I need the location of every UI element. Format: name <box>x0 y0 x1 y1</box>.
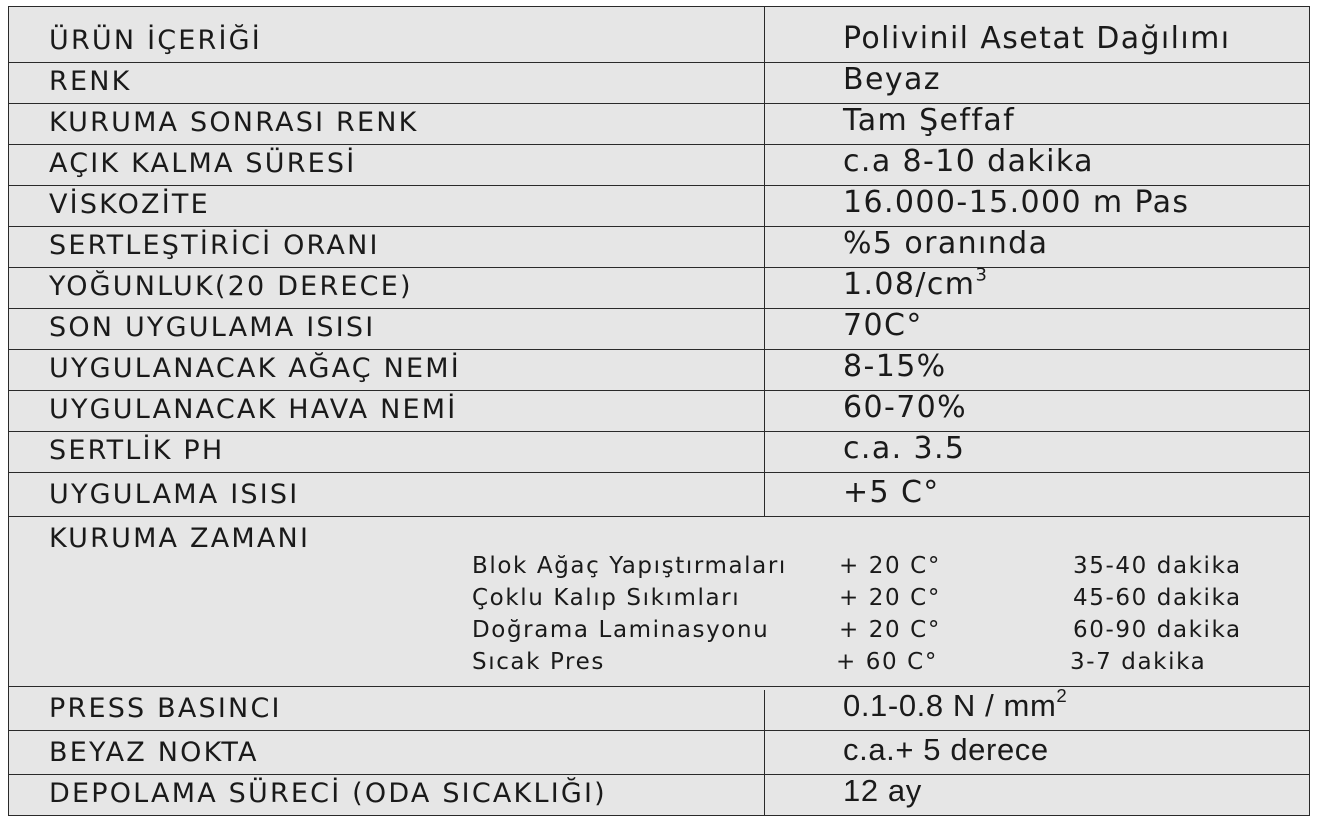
spec-value: %5 oranında <box>843 226 1049 261</box>
drying-duration: 3-7 dakika <box>1070 649 1207 675</box>
drying-duration: 35-40 dakika <box>1073 553 1242 579</box>
column-divider <box>764 145 765 185</box>
spec-label: SERTLEŞTİRİCİ ORANI <box>49 230 380 261</box>
spec-value <box>843 685 1068 724</box>
spec-row-color-after-drying <box>9 104 1309 145</box>
spec-value: 70C° <box>843 308 923 343</box>
column-divider <box>764 731 765 774</box>
value-superscript: 3 <box>975 264 989 286</box>
drying-temperature: + 60 C° <box>836 649 938 675</box>
spec-label: PRESS BASINCI <box>49 693 282 724</box>
drying-application: Blok Ağaç Yapıştırmaları <box>472 553 787 579</box>
column-divider <box>764 775 765 815</box>
spec-sheet <box>8 6 1310 816</box>
spec-label: YOĞUNLUK(20 DERECE) <box>49 271 413 302</box>
drying-application: Doğrama Laminasyonu <box>472 617 770 643</box>
column-divider <box>764 104 765 144</box>
spec-row-density <box>9 264 1309 309</box>
column-divider <box>764 309 765 349</box>
spec-label: KURUMA ZAMANI <box>49 523 311 554</box>
column-divider <box>764 7 765 62</box>
drying-duration: 60-90 dakika <box>1073 617 1242 643</box>
spec-label: DEPOLAMA SÜRECİ (ODA SICAKLIĞI) <box>49 778 607 809</box>
spec-label: BEYAZ NOKTA <box>49 737 259 768</box>
drying-temperature: + 20 C° <box>839 553 941 579</box>
spec-row-product-content <box>9 7 1309 63</box>
drying-application: Çoklu Kalıp Sıkımları <box>472 585 741 611</box>
spec-row-final-application-temp <box>9 309 1309 350</box>
spec-value: Beyaz <box>843 62 941 97</box>
spec-row-open-time <box>9 145 1309 186</box>
spec-row-air-humidity <box>9 391 1309 432</box>
spec-label: RENK <box>49 66 132 97</box>
value-text: 1.08/cm <box>843 267 976 302</box>
spec-value: 8-15% <box>843 349 947 384</box>
drying-temperature: + 20 C° <box>839 617 941 643</box>
spec-label: VİSKOZİTE <box>49 189 210 220</box>
spec-row-white-point <box>9 731 1309 775</box>
drying-duration: 45-60 dakika <box>1073 585 1242 611</box>
drying-application: Sıcak Pres <box>472 649 605 675</box>
spec-value: 60-70% <box>843 390 968 425</box>
spec-row-application-temp <box>9 473 1309 517</box>
spec-value: c.a.+ 5 derece <box>843 732 1049 767</box>
column-divider <box>764 63 765 103</box>
value-text: 0.1-0.8 N / mm <box>843 688 1057 723</box>
column-divider <box>764 391 765 431</box>
spec-value: c.a 8-10 dakika <box>843 144 1094 179</box>
spec-label: UYGULANACAK AĞAÇ NEMİ <box>49 353 461 384</box>
spec-value: Tam Şeffaf <box>843 103 1016 138</box>
spec-row-color <box>9 63 1309 104</box>
spec-label: SERTLİK PH <box>49 435 225 466</box>
spec-label: UYGULANACAK HAVA NEMİ <box>49 394 458 425</box>
column-divider <box>764 473 765 516</box>
spec-value: c.a. 3.5 <box>843 431 966 466</box>
spec-row-viscosity <box>9 186 1309 227</box>
spec-row-drying-time <box>9 517 1309 687</box>
spec-row-ph <box>9 432 1309 473</box>
column-divider <box>764 690 765 730</box>
column-divider <box>764 432 765 472</box>
spec-value: +5 C° <box>843 475 940 510</box>
spec-label: KURUMA SONRASI RENK <box>49 107 419 138</box>
spec-value <box>843 264 989 302</box>
spec-value: Polivinil Asetat Dağılımı <box>843 21 1231 56</box>
column-divider <box>764 350 765 390</box>
spec-row-wood-moisture <box>9 350 1309 391</box>
column-divider <box>764 268 765 308</box>
spec-label: SON UYGULAMA ISISI <box>49 312 376 343</box>
drying-temperature: + 20 C° <box>839 585 941 611</box>
spec-value: 16.000-15.000 m Pas <box>843 185 1190 220</box>
spec-row-hardener-ratio <box>9 227 1309 268</box>
spec-label: AÇIK KALMA SÜRESİ <box>49 148 357 179</box>
spec-row-press-pressure <box>9 687 1309 731</box>
column-divider <box>764 186 765 226</box>
spec-label: UYGULAMA ISISI <box>49 479 300 510</box>
column-divider <box>764 227 765 267</box>
spec-value: 12 ay <box>843 773 922 808</box>
spec-row-storage-period <box>9 775 1309 815</box>
spec-label: ÜRÜN İÇERİĞİ <box>49 25 262 56</box>
value-superscript: 2 <box>1056 685 1068 707</box>
